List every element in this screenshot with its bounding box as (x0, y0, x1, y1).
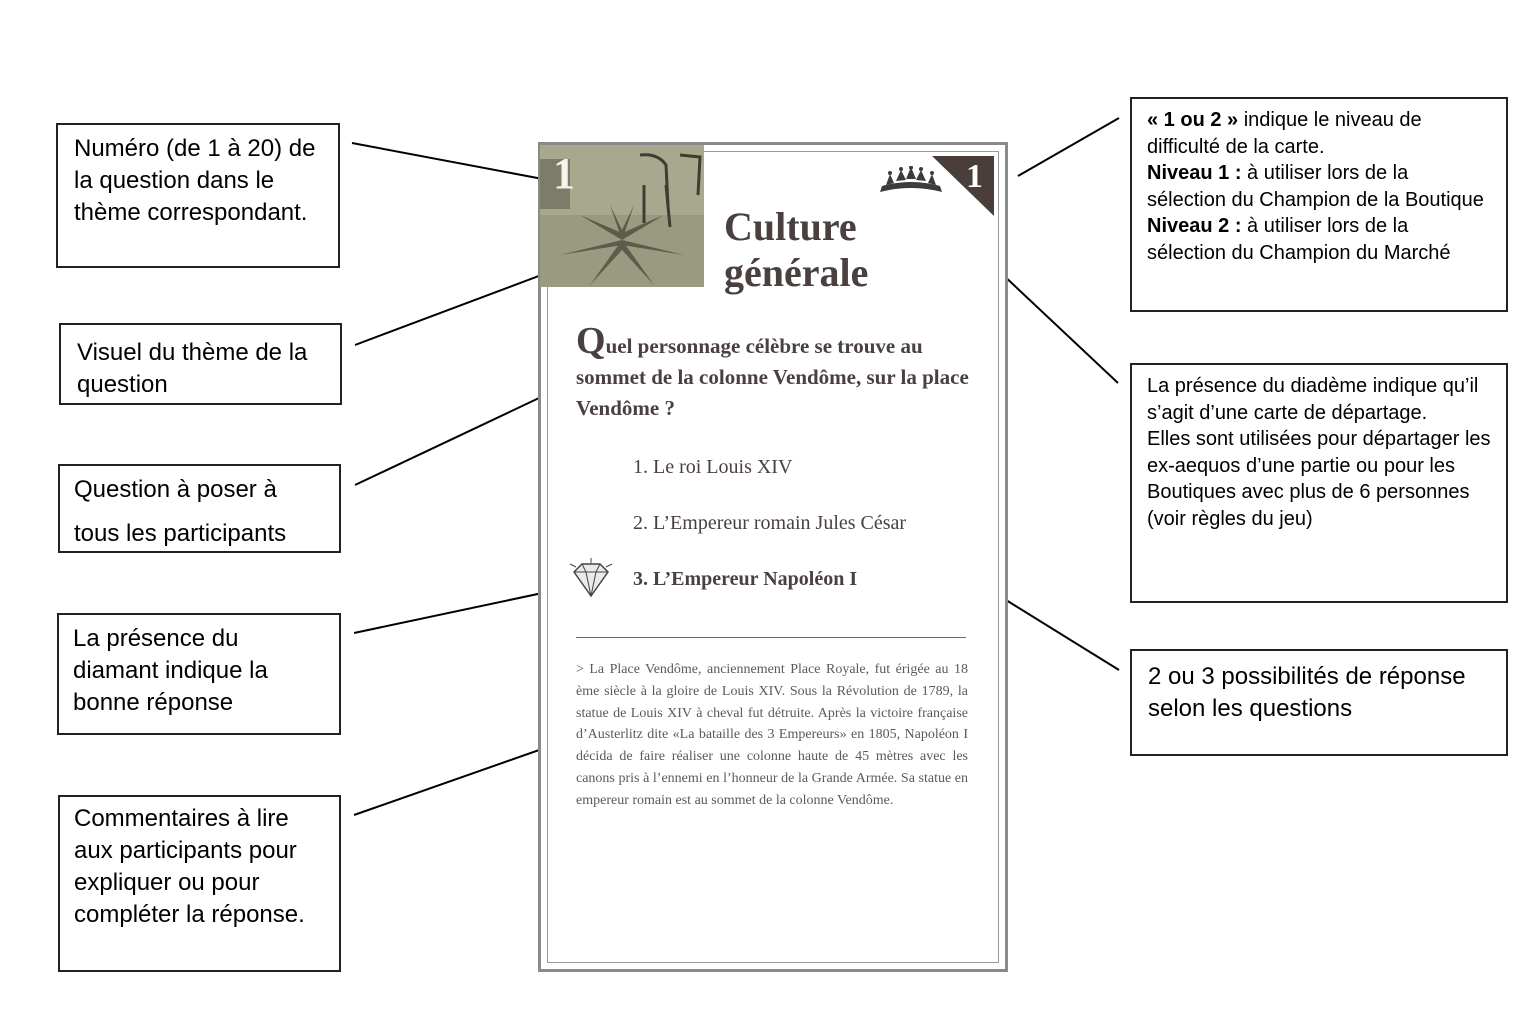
annotation-question-text: Question à poser à tous les participants (74, 476, 287, 547)
card-level: 1 (966, 158, 983, 195)
line-level (1018, 118, 1119, 176)
difficulty-intro-bold: « 1 ou 2 » (1147, 109, 1239, 131)
question-text: uel personnage célèbre se trouve au sommet de la colonne Vendôme, sur la place Vendôme ? (576, 334, 969, 420)
annotation-diamond-text: La présence du diamant indique la bonne réponse (73, 625, 268, 716)
card-theme-title (724, 204, 868, 296)
annotation-diamond (57, 613, 341, 735)
tiara-text-1: La présence du diadème indique qu’il s’agit d’une carte de départage. (1147, 375, 1479, 424)
line-diamond (354, 588, 566, 633)
annotation-visual (59, 323, 342, 405)
line-number (352, 143, 548, 180)
line-comment (354, 742, 562, 815)
card-question (576, 320, 976, 424)
card-number: 1 (553, 149, 575, 198)
difficulty-intro (1147, 107, 1491, 160)
line-visual (355, 268, 560, 345)
theme-line-1: Culture (724, 204, 857, 249)
line-question (355, 390, 556, 485)
answer-3-correct: 3. L’Empereur Napoléon I (633, 568, 858, 590)
difficulty-intro-text: indique le niveau de difficulté de la carte. (1147, 109, 1422, 158)
annotation-comment (58, 795, 341, 972)
level-2-text: à utiliser lors de la sélection du Champion du Marché (1147, 215, 1451, 264)
tiara-icon (878, 166, 944, 194)
annotation-comment-text: Commentaires à lire aux participants pour expliquer ou pour compléter la réponse. (74, 805, 305, 928)
annotation-question (58, 464, 341, 553)
diamond-icon (568, 558, 614, 600)
level-1-label: Niveau 1 : (1147, 162, 1242, 184)
annotation-difficulty (1130, 97, 1508, 312)
level-1-text: à utiliser lors de la sélection du Champion de la Boutique (1147, 162, 1484, 211)
annotation-visual-text: Visuel du thème de la question (77, 339, 308, 398)
comment-separator (576, 637, 966, 638)
annotation-tiara (1130, 363, 1508, 603)
annotation-number (56, 123, 340, 268)
question-drop-cap: Q (576, 320, 606, 362)
level-2-label: Niveau 2 : (1147, 215, 1242, 237)
annotation-answers (1130, 649, 1508, 756)
difficulty-level-2 (1147, 213, 1491, 266)
theme-line-2: générale (724, 250, 869, 295)
tiara-text-2: Elles sont utilisées pour départager les ex-aequos d’une partie ou pour les Boutiques avec plus de 6 personnes (voir règles du jeu) (1147, 428, 1491, 530)
card-comment: > La Place Vendôme, anciennement Place Royale, fut érigée au 18 ème siècle à la gloire de Louis XIV. Sous la Révolution de 1789, la statue de Louis XIV à cheval fut détruite. Après la victoire française d’Austerlitz dite «La bataille des 3 Empereurs» en 1805, Napoléon I décida de faire réaliser une colonne haute de 45 mètres avec les canons pris à l’ennemi en l’honneur de la Grande Armée. Sa statue en empereur romain est au sommet de la colonne Vendôme. (576, 662, 968, 808)
annotation-number-text: Numéro (de 1 à 20) de la question dans le thème correspondant. (74, 135, 316, 226)
difficulty-level-1 (1147, 160, 1491, 213)
annotation-answers-text: 2 ou 3 possibilités de réponse selon les questions (1148, 663, 1466, 722)
answer-1: 1. Le roi Louis XIV (633, 456, 793, 478)
answer-2: 2. L’Empereur romain Jules César (633, 512, 907, 534)
